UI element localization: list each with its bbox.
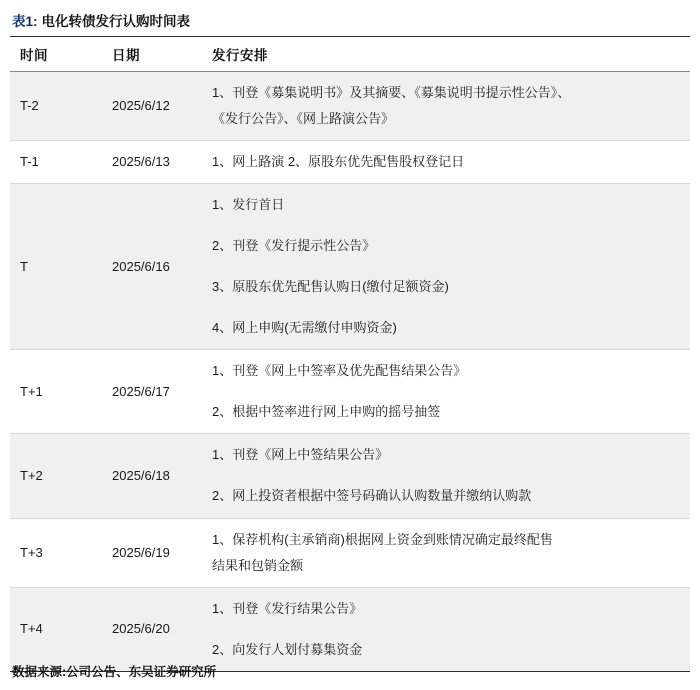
cell-date: 2025/6/20 [102,587,202,671]
arrangement-line: 1、刊登《网上中签结果公告》 [212,447,389,463]
table-title-label: 表1 [12,14,34,29]
table-row [10,518,690,587]
table-row [10,434,690,518]
cell-arrangement [202,434,690,518]
cell-arrangement [202,518,690,587]
cell-date: 2025/6/16 [102,184,202,350]
arrangement-line: 1、刊登《发行结果公告》 [212,600,363,616]
cell-arrangement [202,587,690,671]
arrangement-line: 2、根据中签率进行网上申购的摇号抽签 [212,404,441,420]
table-row [10,72,690,141]
cell-date: 2025/6/17 [102,350,202,434]
cell-arrangement [202,72,690,141]
table-body [10,72,690,672]
arrangement-line: 2、向发行人划付募集资金 [212,641,363,657]
table-header-row [10,37,690,72]
column-header-date: 日期 [102,37,202,72]
cell-date: 2025/6/12 [102,72,202,141]
cell-time: T+4 [10,587,102,671]
column-header-arrangement: 发行安排 [202,37,690,72]
cell-date: 2025/6/18 [102,434,202,518]
arrangement-line: 1、网上路演 2、原股东优先配售股权登记日 [212,154,465,170]
arrangement-line: 1、刊登《募集说明书》及其摘要、《募集说明书提示性公告》、 [212,85,571,100]
cell-time: T+3 [10,518,102,587]
arrangement-line: 2、网上投资者根据中签号码确认认购数量并缴纳认购款 [212,488,532,504]
arrangement-line: 结果和包销金额 [212,557,304,573]
cell-time: T-2 [10,72,102,141]
table-row [10,141,690,184]
cell-time: T+1 [10,350,102,434]
source-note: 数据来源:公司公告、东吴证券研究所 [12,665,217,679]
table-title-separator: : [33,14,38,29]
table-row [10,184,690,350]
cell-date: 2025/6/19 [102,518,202,587]
arrangement-line: 1、刊登《网上中签率及优先配售结果公告》 [212,363,467,379]
cell-time: T-1 [10,141,102,184]
table-title [10,8,690,36]
cell-time: T+2 [10,434,102,518]
cell-date: 2025/6/13 [102,141,202,184]
arrangement-line: 2、刊登《发行提示性公告》 [212,238,376,254]
arrangement-line: 4、网上申购(无需缴付申购资金) [212,320,397,336]
arrangement-line: 《发行公告》、《网上路演公告》 [212,111,395,127]
issuance-schedule-table [10,36,690,672]
arrangement-line: 1、发行首日 [212,197,285,213]
arrangement-line: 3、原股东优先配售认购日(缴付足额资金) [212,279,449,295]
table-header [10,37,690,72]
arrangement-line: 1、保荐机构(主承销商)根据网上资金到账情况确定最终配售 [212,531,553,547]
table-row [10,350,690,434]
table-row [10,587,690,671]
cell-arrangement [202,184,690,350]
column-header-time: 时间 [10,37,102,72]
cell-arrangement [202,141,690,184]
cell-time: T [10,184,102,350]
cell-arrangement [202,350,690,434]
table-title-text: 电化转债发行认购时间表 [41,14,191,29]
